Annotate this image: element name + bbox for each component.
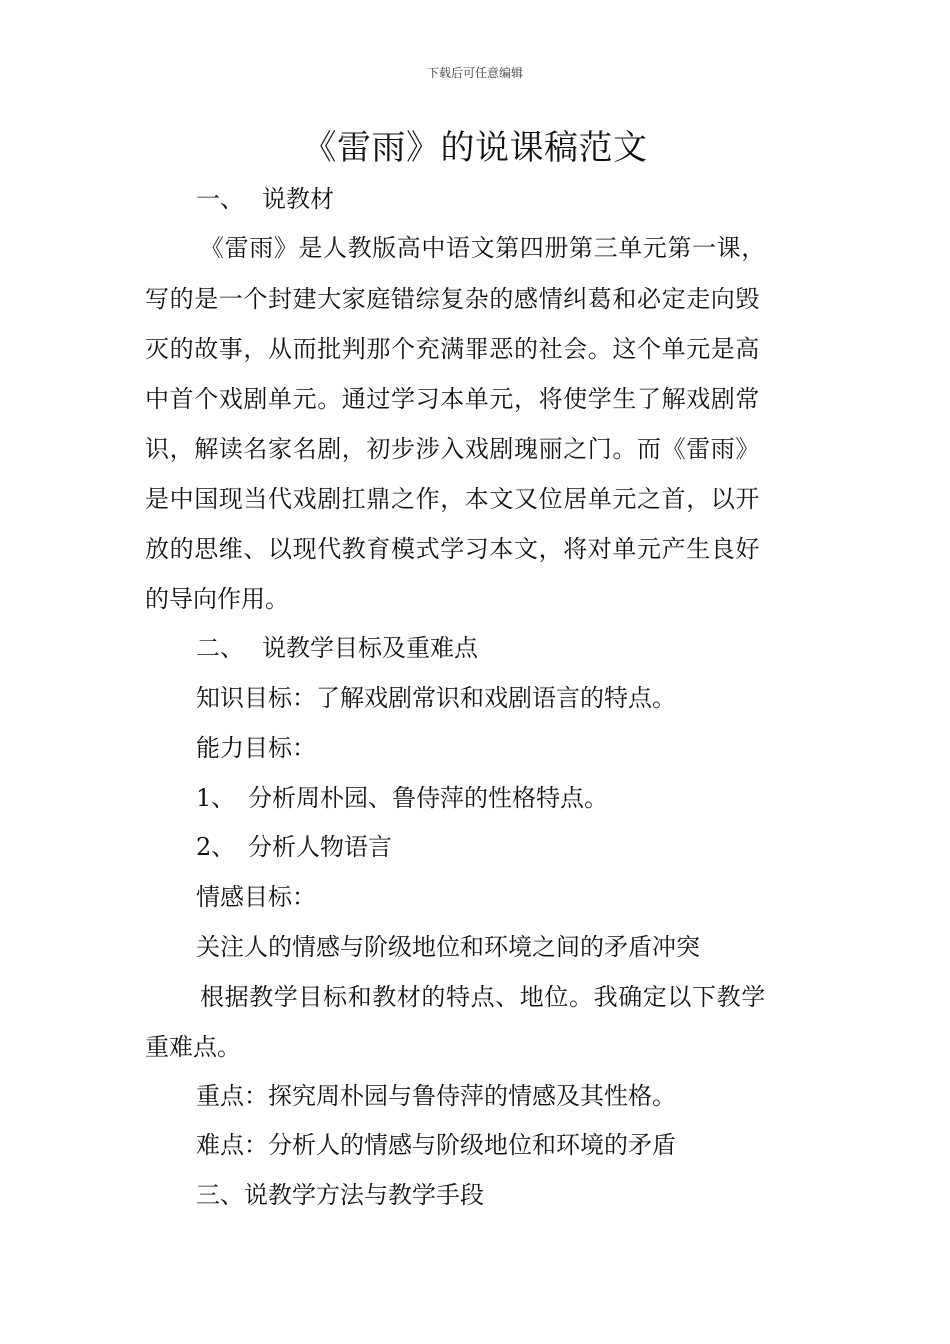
ability-item [196, 780, 810, 816]
section-number: 一、 [196, 185, 244, 213]
section-number: 二、 [196, 634, 244, 662]
paragraph-line: 根据教学目标和教材的特点、地位。我确定以下教学 [200, 983, 766, 1011]
section-title: 说教学目标及重难点 [262, 634, 478, 662]
paragraph-line: 重难点。 [145, 1033, 241, 1061]
emotion-goal-text: 关注人的情感与阶级地位和环境之间的矛盾冲突 [196, 933, 700, 961]
emotion-goal-label: 情感目标： [196, 883, 316, 911]
ability-goal-label: 能力目标： [196, 734, 316, 762]
paragraph-line: 灭的故事，从而批判那个充满罪恶的社会。这个单元是高 [145, 335, 760, 363]
paragraph-line: 写的是一个封建大家庭错综复杂的感情纠葛和必定走向毁 [145, 285, 760, 313]
item-text: 分析人物语言 [248, 833, 392, 861]
key-point: 重点：探究周朴园与鲁侍萍的情感及其性格。 [196, 1082, 676, 1110]
difficult-point: 难点：分析人的情感与阶级地位和环境的矛盾 [196, 1131, 676, 1159]
knowledge-goal: 知识目标：了解戏剧常识和戏剧语言的特点。 [196, 684, 676, 712]
section-heading-2 [196, 630, 810, 666]
header-note: 下载后可任意编辑 [426, 66, 523, 80]
item-number: 1、 [196, 784, 236, 812]
paragraph-line: 《雷雨》是人教版高中语文第四册第三单元第一课， [200, 234, 766, 262]
paragraph-line: 的导向作用。 [145, 585, 289, 613]
section-heading-3: 三、说教学方法与教学手段 [196, 1181, 484, 1209]
section-title: 说教材 [262, 185, 334, 213]
document-title: 《雷雨》的说课稿范文 [302, 128, 648, 168]
section-heading-1 [196, 181, 810, 217]
item-text: 分析周朴园、鲁侍萍的性格特点。 [248, 784, 608, 812]
paragraph-line: 识，解读名家名剧，初步涉入戏剧瑰丽之门。而《雷雨》 [145, 435, 760, 463]
paragraph-line: 中首个戏剧单元。通过学习本单元，将使学生了解戏剧常 [145, 385, 760, 413]
paragraph-line: 放的思维、以现代教育模式学习本文，将对单元产生良好 [145, 535, 760, 563]
item-number: 2、 [196, 833, 236, 861]
ability-item [196, 829, 810, 865]
paragraph-line: 是中国现当代戏剧扛鼎之作，本文又位居单元之首，以开 [145, 485, 760, 513]
